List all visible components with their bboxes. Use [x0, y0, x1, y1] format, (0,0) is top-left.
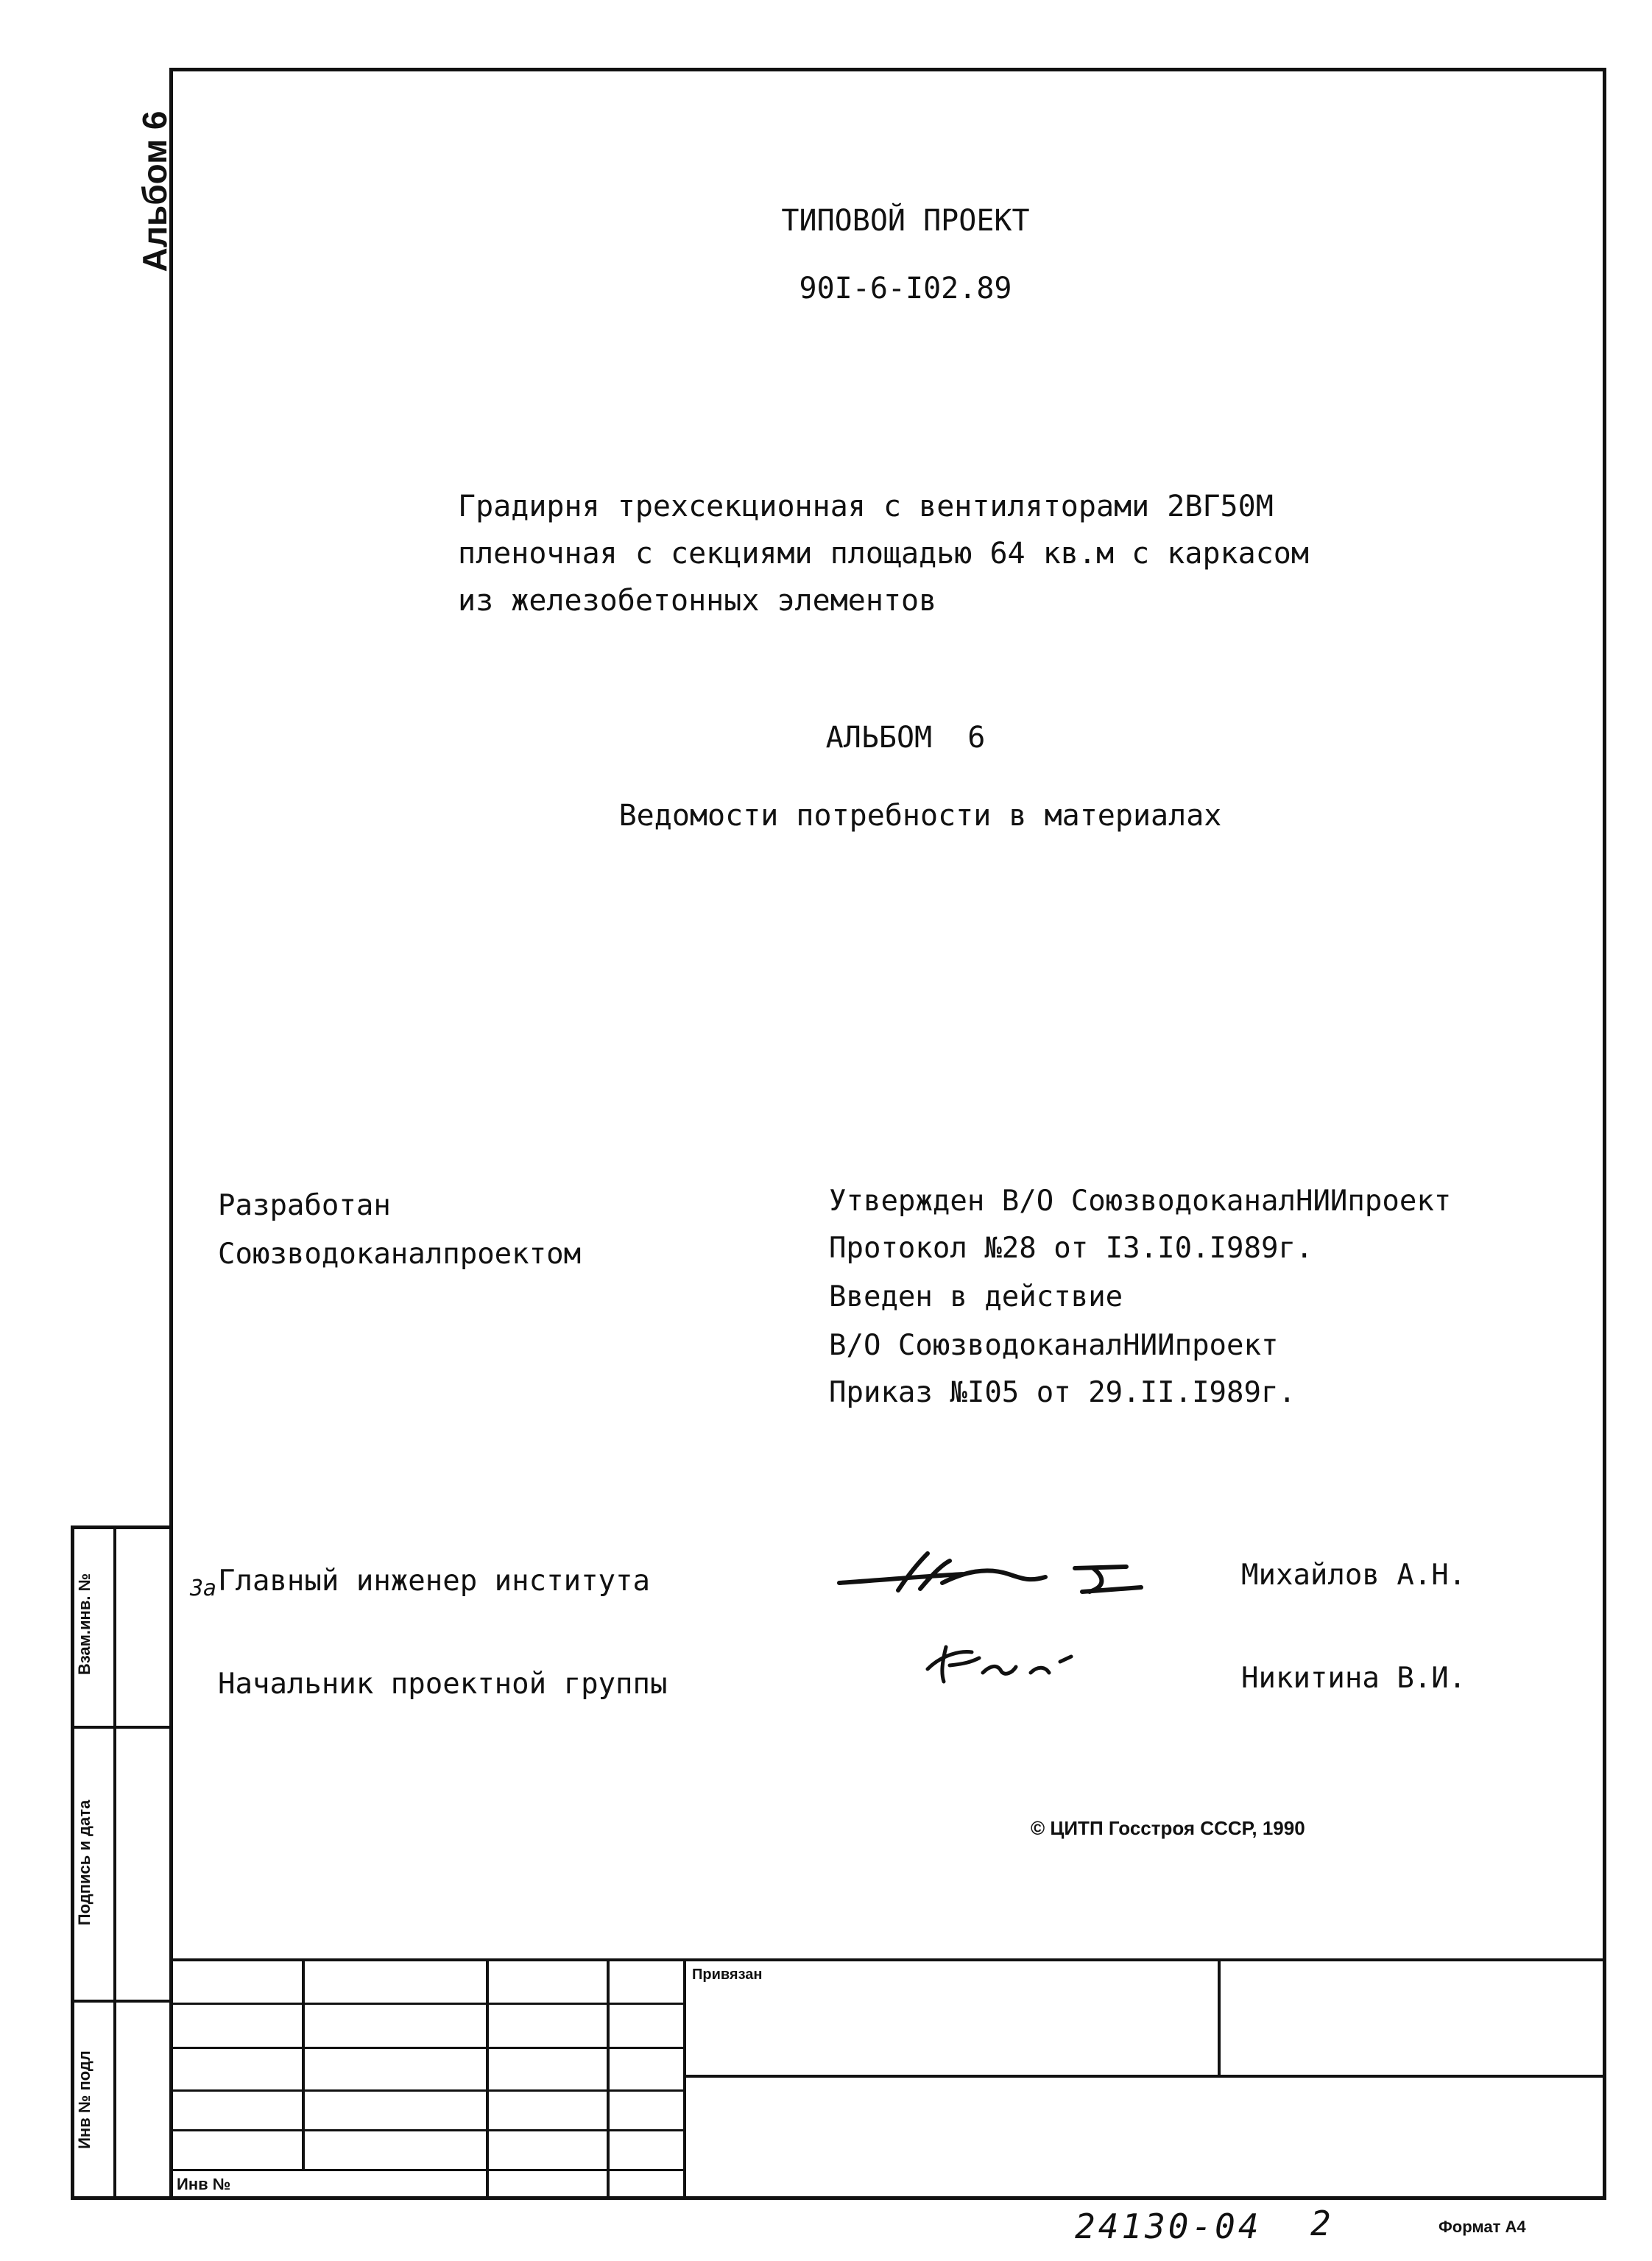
description-line-2: пленочная с секциями площадью 64 кв.м с каркасом	[458, 537, 1309, 571]
inv-label: Инв №	[177, 2175, 231, 2193]
developed-line-1: Разработан	[218, 1189, 391, 1222]
signatory-name-2: Никитина В.И.	[1241, 1662, 1466, 1695]
signatory-position-1: Главный инженер института	[218, 1565, 650, 1598]
project-heading: ТИПОВОЙ ПРОЕКТ	[781, 204, 1030, 238]
signatory-name-1: Михайлов А.Н.	[1241, 1559, 1466, 1592]
signature-2	[920, 1636, 1090, 1695]
developed-line-2: Союзводоканалпроектом	[218, 1238, 582, 1271]
page-frame	[169, 68, 1606, 2200]
approval-line-1: Утвержден В/О СоюзводоканалНИИпроект	[829, 1185, 1452, 1218]
signature-1	[832, 1546, 1163, 1605]
signatory-prefix: За	[190, 1576, 217, 1601]
copyright-line: © ЦИТП Госстроя СССР, 1990	[1031, 1817, 1305, 1839]
approval-line-4: В/О СоюзводоканалНИИпроект	[829, 1329, 1279, 1362]
sheet-number: 2	[1310, 2204, 1331, 2243]
album-subtitle: Ведомости потребности в материалах	[618, 799, 1222, 833]
album-title: АЛЬБОМ 6	[825, 721, 986, 755]
signatory-position-2: Начальник проектной группы	[218, 1668, 668, 1701]
stamp-cell-inv-original: Инв № подл	[75, 2050, 93, 2149]
description-line-1: Градирня трехсекционная с вентиляторами 2ВГ50М	[458, 490, 1274, 523]
description-line-3: из железобетонных элементов	[458, 584, 937, 618]
stamp-cell-signature-date: Подпись и дата	[75, 1799, 93, 1926]
approval-line-5: Приказ №I05 от 29.II.I989г.	[829, 1376, 1296, 1409]
approval-line-2: Протокол №28 от I3.I0.I989г.	[829, 1232, 1313, 1265]
privyazan-label: Привязан	[692, 1967, 763, 1983]
album-side-label: Альбом 6	[135, 110, 174, 272]
stamp-cell-substitute-inv: Взам.инв. №	[75, 1573, 93, 1676]
project-number: 90I-6-I02.89	[799, 272, 1012, 306]
sheet-code: 24130-04	[1075, 2207, 1262, 2246]
approval-line-3: Введен в действие	[829, 1280, 1123, 1313]
format-label: Формат А4	[1439, 2218, 1526, 2236]
